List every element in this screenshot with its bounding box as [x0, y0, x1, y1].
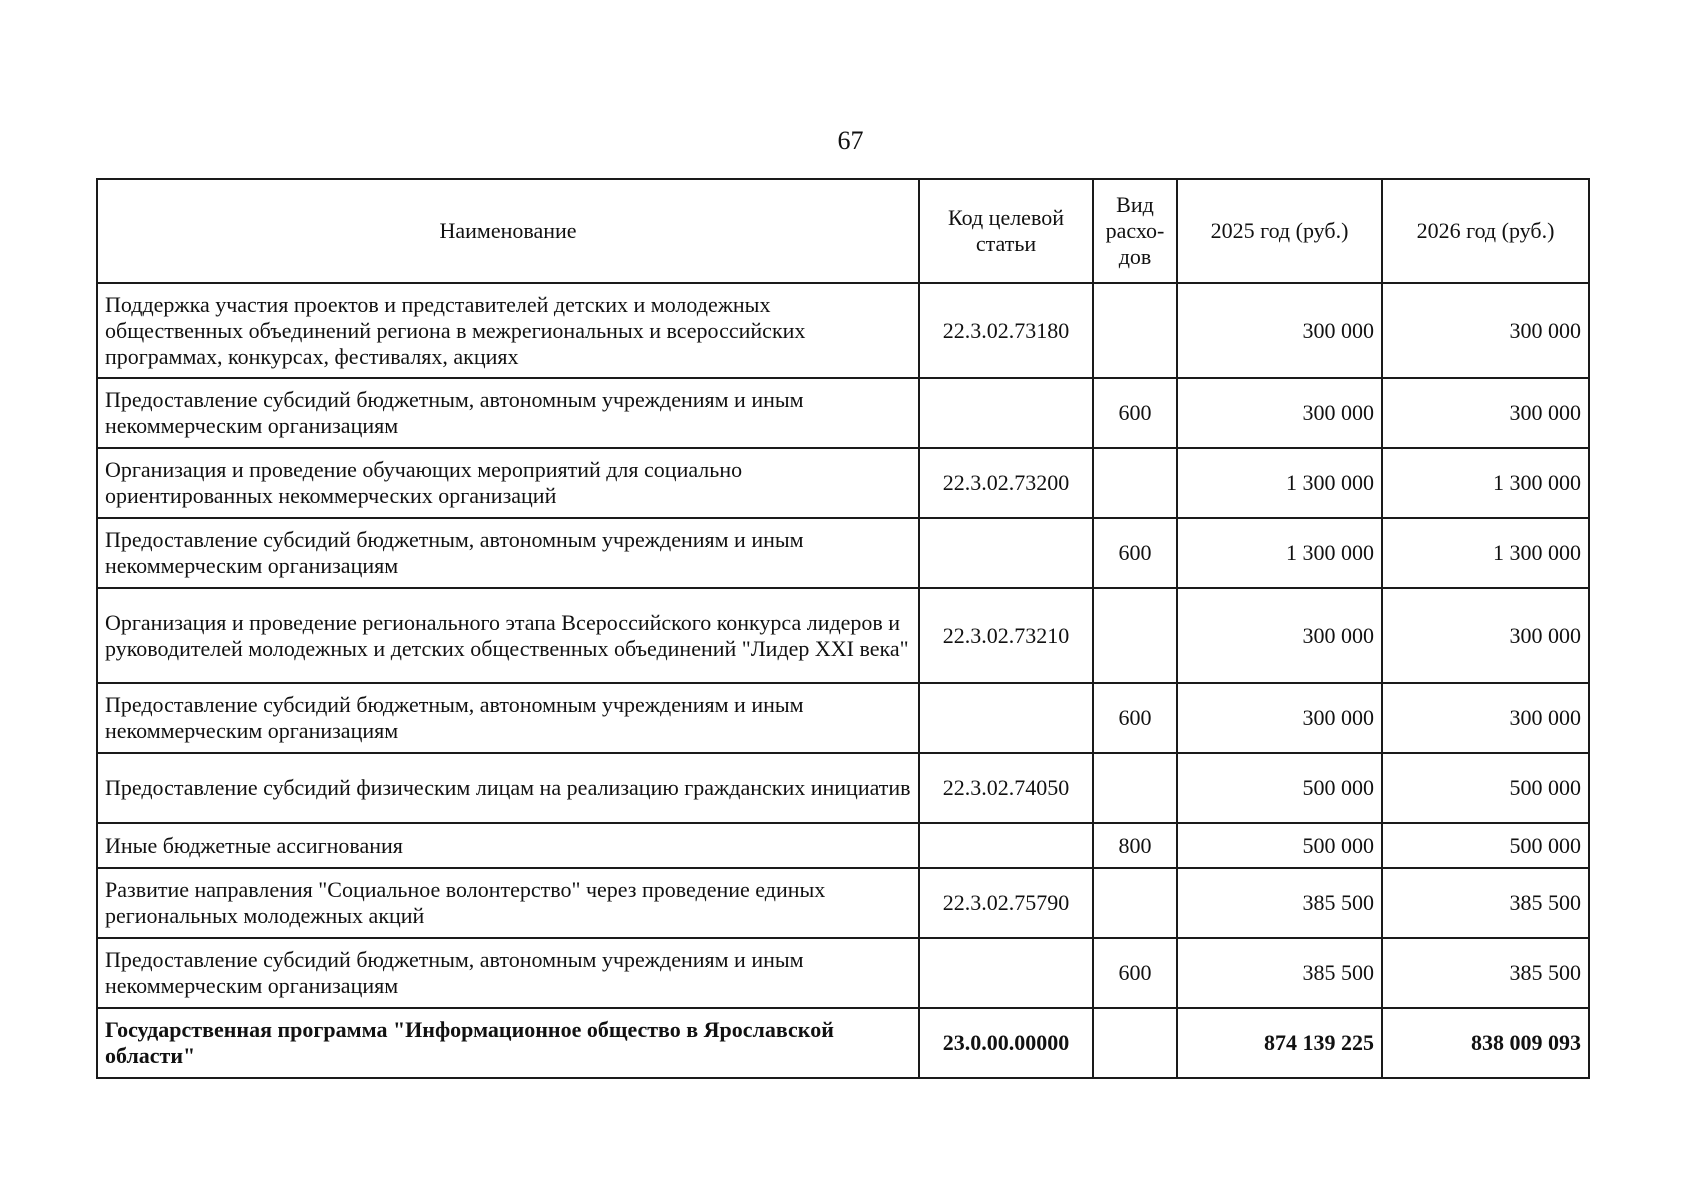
row-code: 22.3.02.73180 [919, 283, 1093, 378]
row-kind: 600 [1093, 378, 1177, 448]
table-row [97, 378, 1589, 448]
row-2025: 300 000 [1177, 683, 1382, 753]
row-2026: 838 009 093 [1382, 1008, 1589, 1078]
row-code [919, 938, 1093, 1008]
row-2026: 300 000 [1382, 378, 1589, 448]
table-row [97, 938, 1589, 1008]
row-name: Предоставление субсидий бюджетным, автономным учреждениям и иным некоммерческим организациям [97, 683, 919, 753]
row-kind: 800 [1093, 823, 1177, 868]
row-name: Предоставление субсидий бюджетным, автономным учреждениям и иным некоммерческим организациям [97, 518, 919, 588]
row-kind [1093, 283, 1177, 378]
row-2025: 385 500 [1177, 938, 1382, 1008]
row-code: 22.3.02.73200 [919, 448, 1093, 518]
row-name: Поддержка участия проектов и представителей детских и молодежных общественных объединений региона в межрегиональных и всероссийских программах, конкурсах, фестивалях, акциях [97, 283, 919, 378]
row-code: 22.3.02.75790 [919, 868, 1093, 938]
row-2025: 1 300 000 [1177, 448, 1382, 518]
row-name: Развитие направления "Социальное волонтерство" через проведение единых региональных молодежных акций [97, 868, 919, 938]
row-name: Предоставление субсидий бюджетным, автономным учреждениям и иным некоммерческим организациям [97, 378, 919, 448]
row-2026: 1 300 000 [1382, 518, 1589, 588]
row-2026: 500 000 [1382, 753, 1589, 823]
table-row [97, 868, 1589, 938]
row-code: 23.0.00.00000 [919, 1008, 1093, 1078]
table-row-total [97, 1008, 1589, 1078]
row-2025: 874 139 225 [1177, 1008, 1382, 1078]
row-2026: 500 000 [1382, 823, 1589, 868]
header-2025: 2025 год (руб.) [1177, 179, 1382, 283]
row-2026: 385 500 [1382, 938, 1589, 1008]
table-row [97, 588, 1589, 683]
row-code: 22.3.02.74050 [919, 753, 1093, 823]
budget-table [96, 178, 1590, 1079]
row-2026: 385 500 [1382, 868, 1589, 938]
row-name: Организация и проведение обучающих мероприятий для социально ориентированных некоммерческих организаций [97, 448, 919, 518]
header-code: Код целевой статьи [919, 179, 1093, 283]
row-kind [1093, 588, 1177, 683]
row-kind [1093, 1008, 1177, 1078]
table-row [97, 448, 1589, 518]
row-name: Государственная программа "Информационное общество в Ярославской области" [97, 1008, 919, 1078]
row-2025: 300 000 [1177, 588, 1382, 683]
row-name: Предоставление субсидий физическим лицам на реализацию гражданских инициатив [97, 753, 919, 823]
table-row [97, 283, 1589, 378]
row-code [919, 378, 1093, 448]
row-code [919, 683, 1093, 753]
row-2025: 1 300 000 [1177, 518, 1382, 588]
row-code [919, 518, 1093, 588]
row-2026: 300 000 [1382, 283, 1589, 378]
row-2025: 500 000 [1177, 753, 1382, 823]
row-kind: 600 [1093, 683, 1177, 753]
row-name: Организация и проведение регионального этапа Всероссийского конкурса лидеров и руководителей молодежных и детских общественных объединений "Лидер XXI века" [97, 588, 919, 683]
row-code [919, 823, 1093, 868]
table-header-row [97, 179, 1589, 283]
row-2026: 300 000 [1382, 588, 1589, 683]
row-name: Иные бюджетные ассигнования [97, 823, 919, 868]
row-code: 22.3.02.73210 [919, 588, 1093, 683]
row-2026: 1 300 000 [1382, 448, 1589, 518]
row-2026: 300 000 [1382, 683, 1589, 753]
row-kind [1093, 448, 1177, 518]
table-row [97, 823, 1589, 868]
row-name: Предоставление субсидий бюджетным, автономным учреждениям и иным некоммерческим организациям [97, 938, 919, 1008]
row-kind [1093, 753, 1177, 823]
row-2025: 300 000 [1177, 283, 1382, 378]
page-number: 67 [837, 126, 864, 155]
row-kind: 600 [1093, 938, 1177, 1008]
table-row [97, 518, 1589, 588]
header-name: Наименование [97, 179, 919, 283]
row-kind: 600 [1093, 518, 1177, 588]
row-2025: 385 500 [1177, 868, 1382, 938]
table-row [97, 683, 1589, 753]
header-2026: 2026 год (руб.) [1382, 179, 1589, 283]
row-kind [1093, 868, 1177, 938]
row-2025: 300 000 [1177, 378, 1382, 448]
header-kind: Вид расхо-дов [1093, 179, 1177, 283]
table-row [97, 753, 1589, 823]
row-2025: 500 000 [1177, 823, 1382, 868]
